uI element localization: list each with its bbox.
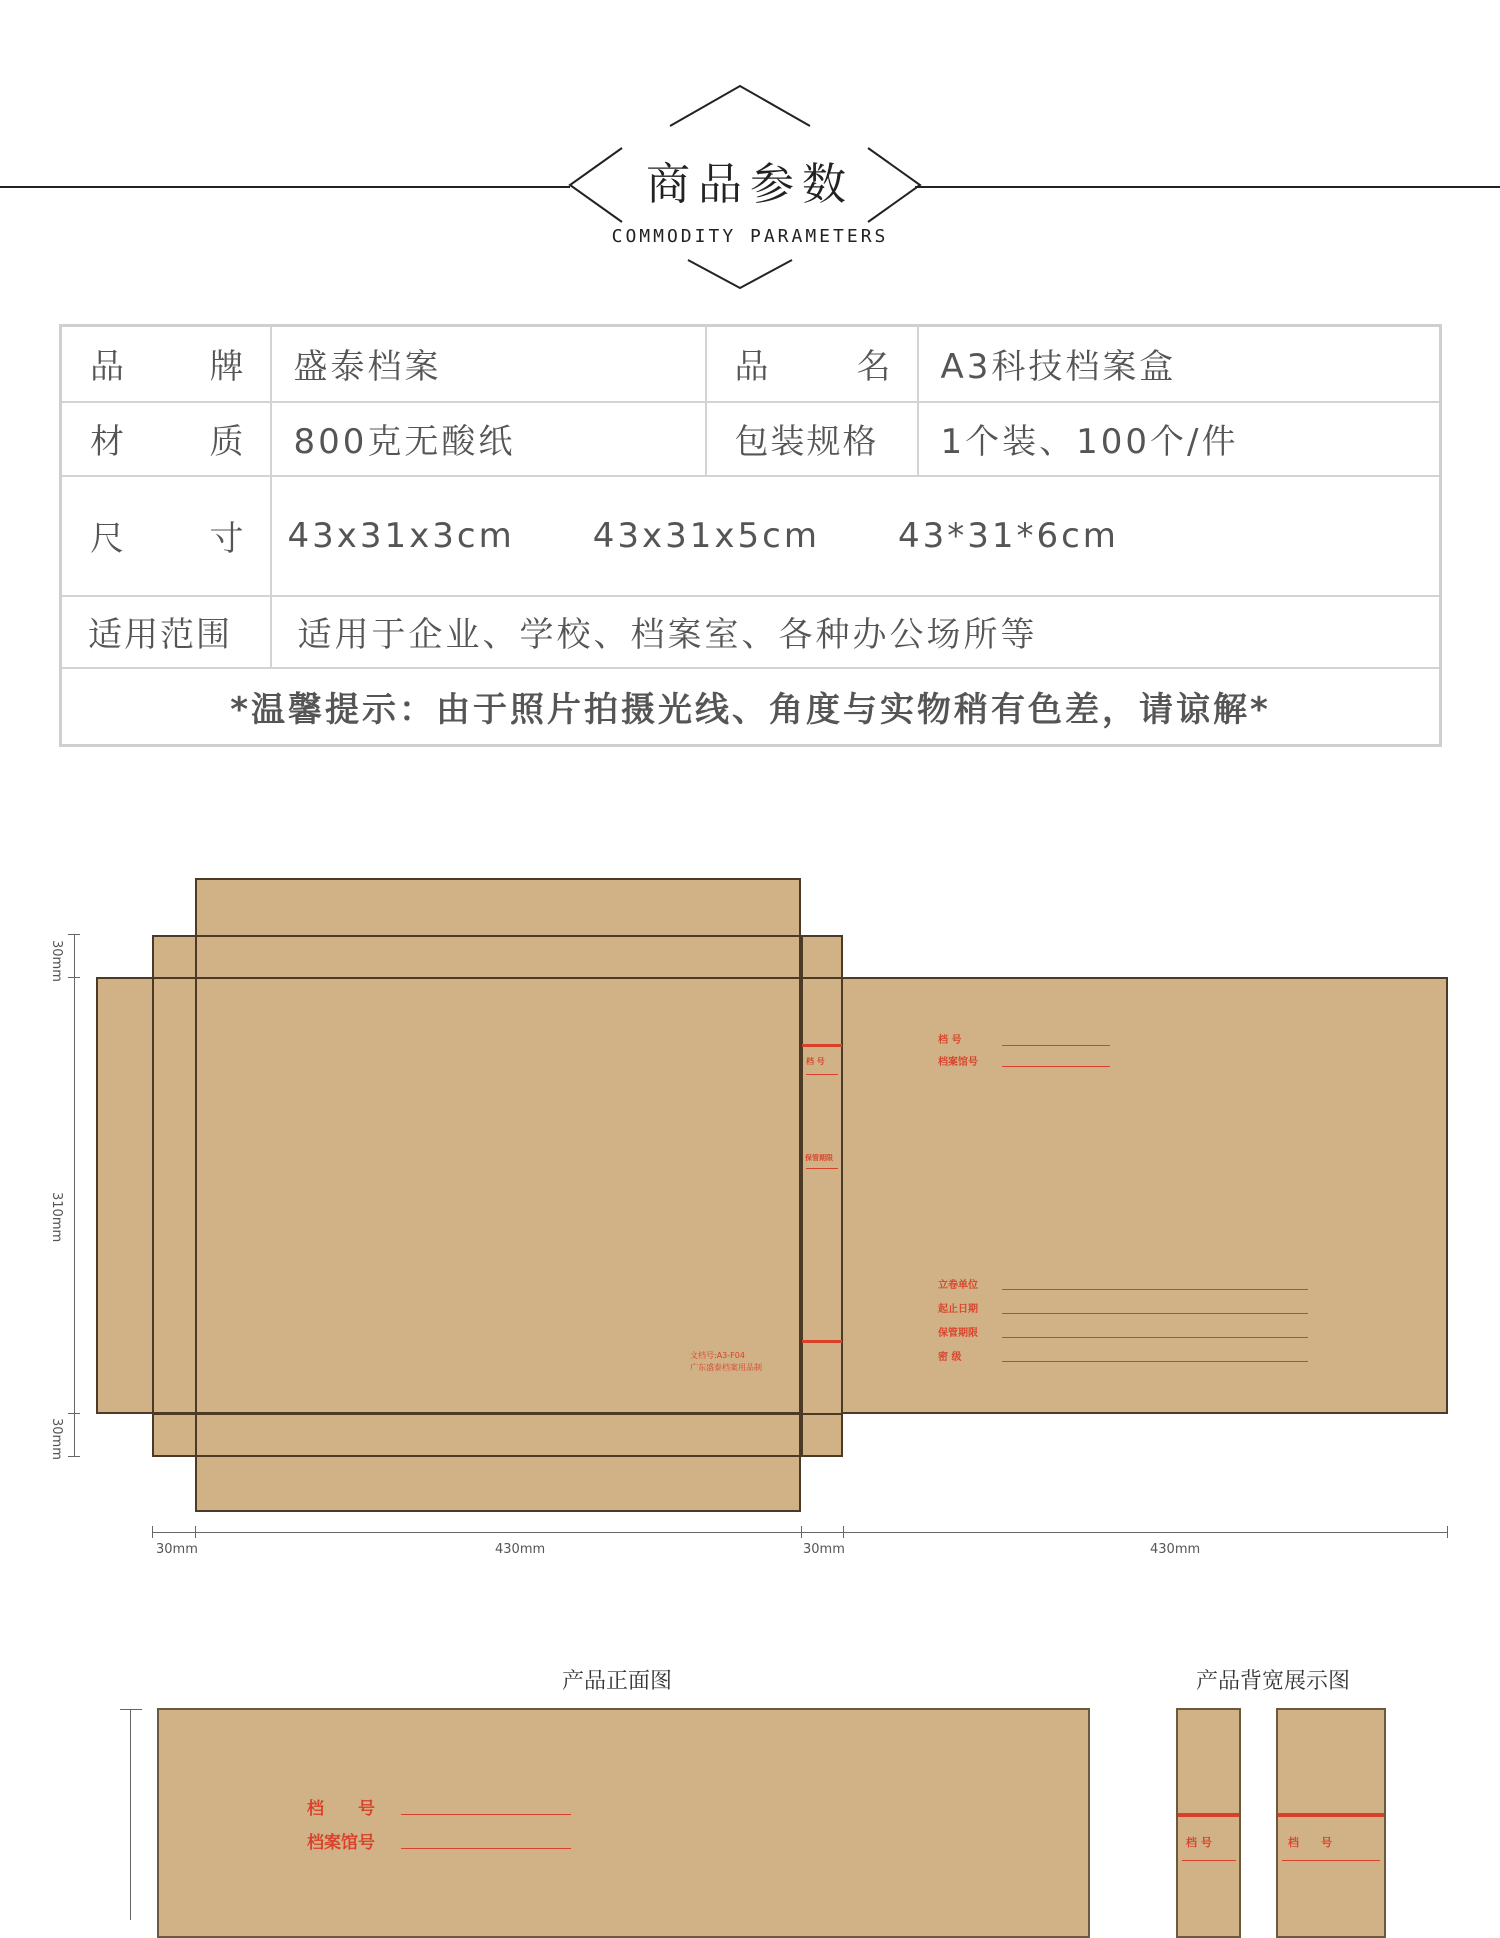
- front-field-1: 档 号: [307, 1799, 375, 1819]
- dim-tick: [843, 1526, 844, 1538]
- dim-tick: [801, 1526, 802, 1538]
- size-5cm: 43x31x5cm: [592, 515, 820, 556]
- dim-tick: [68, 934, 80, 935]
- section-title: 商品参数: [646, 159, 854, 210]
- dim-label-310: 310mm: [49, 1192, 64, 1243]
- scope-value: 适用于企业、学校、档案室、各种办公场所等: [271, 596, 1441, 668]
- dim-rule-horizontal: [152, 1532, 1448, 1533]
- dim-tick: [152, 1526, 153, 1538]
- cover-line: [1002, 1337, 1308, 1338]
- crease-line: [152, 1413, 842, 1415]
- front-view-caption: 产品正面图: [562, 1669, 673, 1694]
- spine-line: [806, 1168, 838, 1169]
- dim-tick: [68, 1413, 80, 1414]
- spine-narrow-field: 档 号: [1186, 1836, 1212, 1849]
- dim-tick: [68, 1456, 80, 1457]
- spine-field-1: 档 号: [806, 1057, 825, 1066]
- cover-field-5: 保管期限: [938, 1328, 978, 1339]
- preview-dim-rule: [130, 1709, 131, 1920]
- cover-line: [1002, 1313, 1308, 1314]
- crease-line: [152, 935, 154, 1457]
- warm-tip: *温馨提示：由于照片拍摄光线、角度与实物稍有色差，请谅解*: [61, 668, 1441, 746]
- imprint-line-2: 广东盛泰档案用品制: [690, 1363, 762, 1372]
- cover-line: [1002, 1066, 1110, 1067]
- front-line: [401, 1848, 571, 1849]
- crease-line: [152, 977, 842, 979]
- spine-red-stripe: [1178, 1813, 1239, 1817]
- cover-field-1: 档 号: [938, 1035, 962, 1046]
- cover-field-2: 档案馆号: [938, 1057, 978, 1068]
- spine-wide-field: 档 号: [1288, 1836, 1332, 1849]
- dim-label-430-right: 430mm: [1150, 1542, 1201, 1557]
- material-value: 800克无酸纸: [271, 402, 706, 476]
- table-row-size: [61, 476, 1441, 596]
- name-value: A3科技档案盒: [918, 326, 1441, 402]
- crease-line: [195, 935, 197, 1457]
- dim-tick: [68, 977, 80, 978]
- cover-line: [1002, 1289, 1308, 1290]
- dim-label-30-mid: 30mm: [803, 1542, 845, 1557]
- spine-view-narrow: [1176, 1708, 1241, 1938]
- brand-value: 盛泰档案: [271, 326, 706, 402]
- back-view-caption: 产品背宽展示图: [1196, 1669, 1351, 1694]
- dim-rule-vertical: [74, 934, 75, 1456]
- package-label: 包装规格: [706, 402, 918, 476]
- spine-field-2: 保管期限: [805, 1154, 833, 1162]
- section-subtitle: COMMODITY PARAMETERS: [611, 226, 889, 247]
- scope-label: 适用范围: [61, 596, 271, 668]
- table-row-brand: [61, 326, 1441, 402]
- back-panel-outline: [195, 935, 801, 1457]
- cover-field-3: 立卷单位: [938, 1280, 978, 1291]
- imprint-line-1: 文档号:A3-F04: [690, 1351, 745, 1360]
- name-label: 品 名: [706, 326, 918, 402]
- preview-dim-tick: [120, 1709, 142, 1710]
- dim-tick: [195, 1526, 196, 1538]
- cover-line: [1002, 1361, 1308, 1362]
- parameter-table: [59, 324, 1442, 747]
- spine-line: [1282, 1860, 1380, 1861]
- header-rule-left: [0, 186, 570, 188]
- front-view-box: [157, 1708, 1090, 1938]
- spine-red-stripe-top: [802, 1044, 842, 1047]
- header-rule-right: [915, 186, 1500, 188]
- spine-line: [806, 1074, 838, 1075]
- dim-label-30-left: 30mm: [156, 1542, 198, 1557]
- cover-field-6: 密 级: [938, 1352, 962, 1363]
- spine-panel: [801, 935, 843, 1457]
- package-value: 1个装、100个/件: [918, 402, 1441, 476]
- front-field-2: 档案馆号: [307, 1833, 375, 1853]
- spine-view-wide: [1276, 1708, 1386, 1938]
- front-line: [401, 1814, 571, 1815]
- top-tuck-flap: [195, 878, 801, 940]
- dim-tick: [1447, 1526, 1448, 1538]
- size-6cm: 43*31*6cm: [897, 515, 1119, 556]
- size-values: [271, 476, 1441, 596]
- spine-line: [1182, 1860, 1236, 1861]
- size-3cm: 43x31x3cm: [287, 515, 515, 556]
- size-label: 尺 寸: [61, 476, 271, 596]
- cover-field-4: 起止日期: [938, 1304, 978, 1315]
- dim-label-430-left: 430mm: [495, 1542, 546, 1557]
- dim-label-30-bottom: 30mm: [49, 1418, 64, 1460]
- spine-red-stripe-bottom: [802, 1340, 842, 1343]
- brand-label: 品 牌: [61, 326, 271, 402]
- dim-label-30-top: 30mm: [49, 940, 64, 982]
- table-row-material: [61, 402, 1441, 476]
- cover-line: [1002, 1045, 1110, 1046]
- table-row-tip: [61, 668, 1441, 746]
- material-label: 材 质: [61, 402, 271, 476]
- table-row-scope: [61, 596, 1441, 668]
- spine-red-stripe: [1278, 1813, 1384, 1817]
